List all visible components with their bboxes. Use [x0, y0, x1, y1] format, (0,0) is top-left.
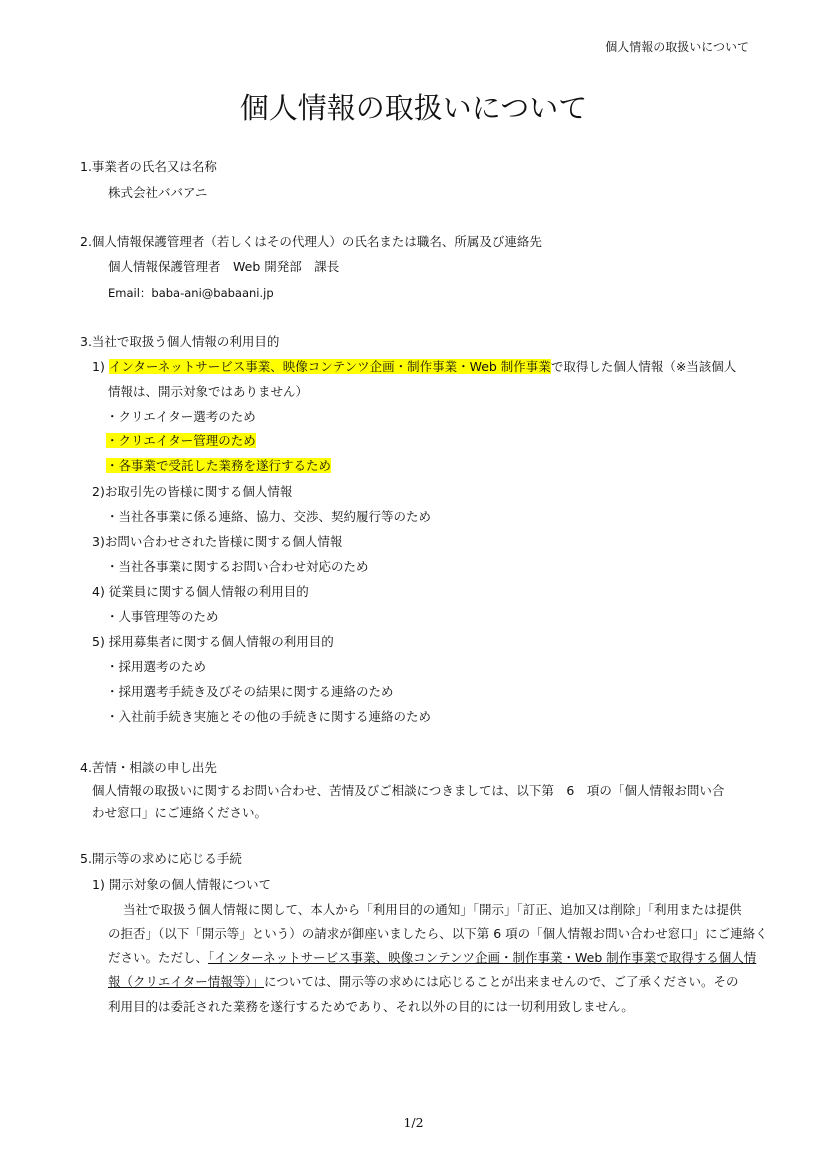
s5-item1: 1) 開示対象の個人情報について: [92, 877, 272, 892]
s3-item3-bullet1: ・当社各事業に関するお問い合わせ対応のため: [106, 559, 369, 574]
s5-heading: 5.開示等の求めに応じる手続: [80, 851, 242, 866]
s5-line3: [108, 949, 756, 967]
s3-item5-bullet1: ・採用選考のため: [106, 659, 207, 674]
page-title: 個人情報の取扱いについて: [239, 91, 588, 125]
s2-manager: 個人情報保護管理者 Web 開発部 課長: [108, 259, 340, 274]
s5-line3-underlined: 「インターネットサービス事業、映像コンテンツ企画・制作事業・Web 制作事業で取得する個人情: [208, 950, 757, 965]
s3-item5-bullet2: ・採用選考手続き及びその結果に関する連絡のため: [106, 684, 394, 699]
s3-item1-bullet3-text: ・各事業で受託した業務を遂行するため: [106, 458, 332, 473]
s3-heading: 3.当社で取扱う個人情報の利用目的: [80, 334, 280, 349]
s1-heading: 1.事業者の氏名又は名称: [80, 159, 217, 174]
s3-item1-highlight: インターネットサービス事業、映像コンテンツ企画・制作事業・Web 制作事業: [108, 359, 551, 374]
s5-line2: の拒否」（以下「開示等」という）の請求が御座いましたら、以下第 6 項の「個人情報お問い合わせ窓口」にご連絡く: [108, 926, 768, 941]
s5-line5: 利用目的は委託された業務を遂行するためであり、それ以外の目的には一切利用致しません。: [108, 999, 634, 1014]
s3-item5-bullet3: ・入社前手続き実施とその他の手続きに関する連絡のため: [106, 709, 432, 724]
s3-item1-number: 1): [92, 359, 105, 374]
s4-heading: 4.苦情・相談の申し出先: [80, 760, 217, 775]
s3-item1-bullet2: [106, 432, 256, 450]
s3-item4: 4) 従業員に関する個人情報の利用目的: [92, 584, 309, 599]
s3-item2: 2)お取引先の皆様に関する個人情報: [92, 484, 293, 499]
s5-line1: 当社で取扱う個人情報に関して、本人から「利用目的の通知」「開示」「訂正、追加又は削除」「利用または提供: [123, 902, 742, 917]
s2-heading: 2.個人情報保護管理者（若しくはその代理人）の氏名または職名、所属及び連絡先: [80, 234, 542, 249]
s3-item1-bullet2-text: ・クリエイター管理のため: [106, 433, 256, 448]
s5-line4: [108, 973, 739, 991]
s3-item1-bullet3: [106, 457, 331, 475]
s3-item5: 5) 採用募集者に関する個人情報の利用目的: [92, 634, 334, 649]
s3-item1-line1: [92, 358, 736, 376]
s2-email: Email：baba-ani@babaani.jp: [108, 286, 274, 300]
s5-line4-rest: については、開示等の求めには応じることが出来ませんので、ご了承ください。その: [264, 974, 739, 989]
s4-line1: 個人情報の取扱いに関するお問い合わせ、苦情及びご相談につきましては、以下第 6 項の「個人情報お問い合: [92, 783, 725, 798]
running-header: 個人情報の取扱いについて: [605, 40, 749, 54]
page-number: 1/2: [403, 1115, 424, 1130]
s4-line2: わせ窓口」にご連絡ください。: [92, 805, 268, 820]
s3-item1-line2: 情報は、開示対象ではありません）: [108, 384, 309, 399]
s5-line4-underlined: 報（クリエイター情報等）」: [108, 974, 265, 989]
s3-item1-bullet1: ・クリエイター選考のため: [106, 409, 256, 424]
s3-item1-rest: で取得した個人情報（※当該個人: [550, 359, 737, 374]
s5-line3-lead: ださい。ただし、: [108, 950, 209, 965]
s1-body: 株式会社ババアニ: [108, 185, 208, 200]
s3-item3: 3)お問い合わせされた皆様に関する個人情報: [92, 534, 343, 549]
s3-item4-bullet1: ・人事管理等のため: [106, 609, 219, 624]
s3-item2-bullet1: ・当社各事業に係る連絡、協力、交渉、契約履行等のため: [106, 509, 432, 524]
